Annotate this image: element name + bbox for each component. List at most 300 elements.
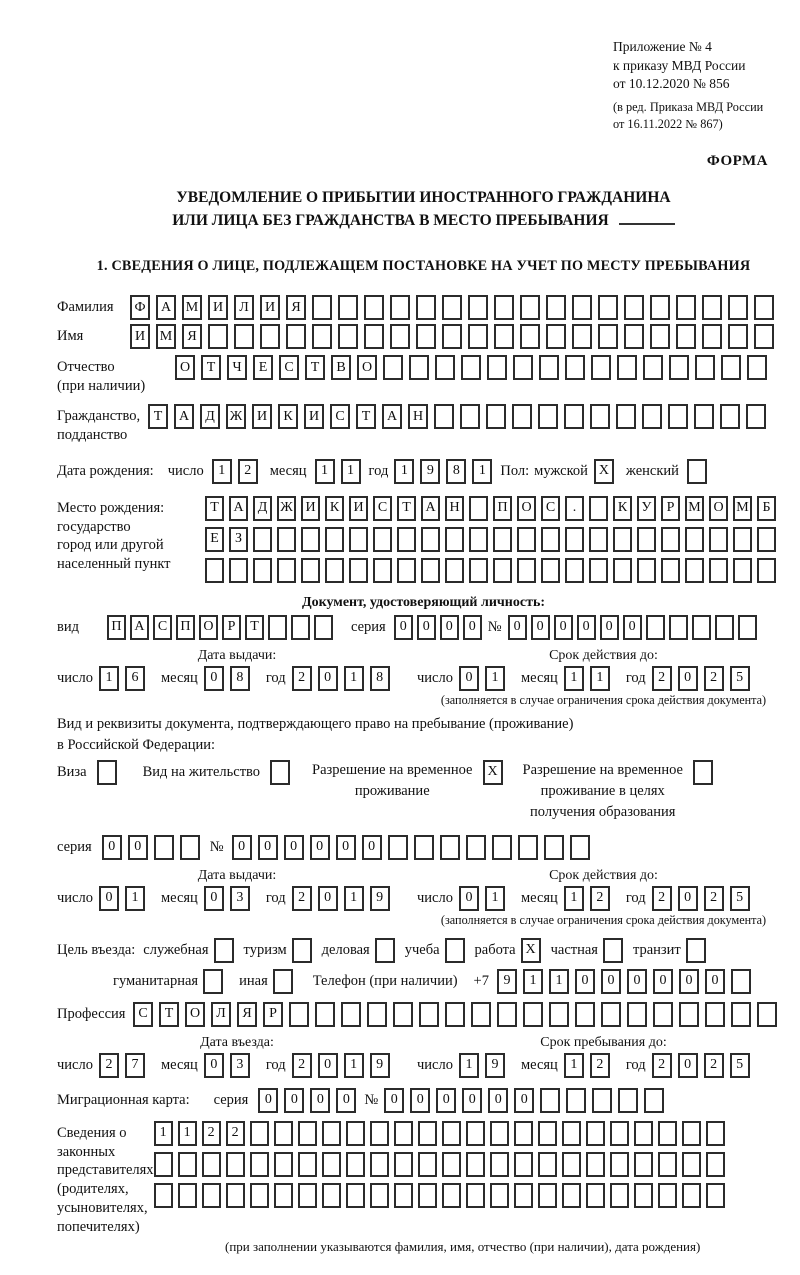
char-cell[interactable] (514, 1152, 533, 1177)
char-cell[interactable] (229, 558, 248, 583)
char-cell[interactable]: Н (445, 496, 464, 521)
char-cell[interactable]: 6 (125, 666, 145, 691)
char-cell[interactable]: 0 (204, 1053, 224, 1078)
char-cell[interactable]: П (107, 615, 126, 640)
char-cell[interactable]: Д (200, 404, 220, 429)
char-cell[interactable]: И (304, 404, 324, 429)
char-cell[interactable]: 0 (394, 615, 413, 640)
char-cell[interactable] (523, 1002, 543, 1027)
char-cell[interactable] (367, 1002, 387, 1027)
char-cell[interactable] (349, 527, 368, 552)
char-cell[interactable] (442, 295, 462, 320)
char-cell[interactable] (695, 355, 715, 380)
char-cell[interactable]: 3 (230, 1053, 250, 1078)
char-cell[interactable] (603, 938, 623, 963)
char-cell[interactable]: Б (757, 496, 776, 521)
char-cell[interactable] (709, 558, 728, 583)
char-cell[interactable]: 0 (258, 1088, 278, 1113)
char-cell[interactable] (544, 835, 564, 860)
char-cell[interactable]: 2 (292, 666, 312, 691)
char-cell[interactable]: 2 (238, 459, 258, 484)
char-cell[interactable] (277, 558, 296, 583)
char-cell[interactable] (706, 1152, 725, 1177)
char-cell[interactable] (274, 1183, 293, 1208)
char-cell[interactable] (390, 324, 410, 349)
char-cell[interactable] (273, 969, 293, 994)
char-cell[interactable] (418, 1152, 437, 1177)
char-cell[interactable] (418, 1121, 437, 1146)
char-cell[interactable] (394, 1121, 413, 1146)
char-cell[interactable] (435, 355, 455, 380)
char-cell[interactable] (586, 1152, 605, 1177)
char-cell[interactable] (590, 404, 610, 429)
char-cell[interactable]: 2 (292, 1053, 312, 1078)
char-cell[interactable] (540, 1088, 560, 1113)
char-cell[interactable]: 0 (440, 615, 459, 640)
char-cell[interactable] (409, 355, 429, 380)
char-cell[interactable] (442, 1183, 461, 1208)
char-cell[interactable]: 0 (679, 969, 699, 994)
char-cell[interactable]: 0 (284, 835, 304, 860)
char-cell[interactable]: 0 (318, 666, 338, 691)
char-cell[interactable] (492, 835, 512, 860)
char-cell[interactable] (178, 1152, 197, 1177)
char-cell[interactable] (338, 295, 358, 320)
char-cell[interactable]: 1 (590, 666, 610, 691)
char-cell[interactable]: П (493, 496, 512, 521)
char-cell[interactable] (274, 1152, 293, 1177)
char-cell[interactable]: 0 (204, 886, 224, 911)
char-cell[interactable] (291, 615, 310, 640)
char-cell[interactable]: 0 (554, 615, 573, 640)
char-cell[interactable]: 1 (344, 886, 364, 911)
char-cell[interactable] (592, 1088, 612, 1113)
char-cell[interactable] (154, 1183, 173, 1208)
char-cell[interactable] (709, 527, 728, 552)
char-cell[interactable] (97, 760, 117, 785)
char-cell[interactable] (490, 1152, 509, 1177)
char-cell[interactable] (298, 1121, 317, 1146)
char-cell[interactable] (754, 295, 774, 320)
char-cell[interactable] (349, 558, 368, 583)
char-cell[interactable]: Т (159, 1002, 179, 1027)
char-cell[interactable] (416, 324, 436, 349)
char-cell[interactable]: 1 (99, 666, 119, 691)
char-cell[interactable] (466, 1121, 485, 1146)
char-cell[interactable] (685, 558, 704, 583)
char-cell[interactable]: 0 (318, 886, 338, 911)
char-cell[interactable]: 2 (590, 886, 610, 911)
char-cell[interactable] (486, 404, 506, 429)
char-cell[interactable] (370, 1152, 389, 1177)
char-cell[interactable] (338, 324, 358, 349)
char-cell[interactable]: 0 (384, 1088, 404, 1113)
char-cell[interactable] (466, 835, 486, 860)
char-cell[interactable]: 3 (230, 886, 250, 911)
char-cell[interactable]: М (685, 496, 704, 521)
char-cell[interactable] (268, 615, 287, 640)
char-cell[interactable]: У (637, 496, 656, 521)
char-cell[interactable]: 5 (730, 1053, 750, 1078)
char-cell[interactable] (497, 1002, 517, 1027)
char-cell[interactable]: 2 (652, 1053, 672, 1078)
char-cell[interactable] (589, 527, 608, 552)
char-cell[interactable] (738, 615, 757, 640)
char-cell[interactable]: Т (148, 404, 168, 429)
char-cell[interactable] (341, 1002, 361, 1027)
char-cell[interactable]: 1 (344, 666, 364, 691)
char-cell[interactable]: 0 (318, 1053, 338, 1078)
char-cell[interactable]: О (357, 355, 377, 380)
char-cell[interactable]: . (565, 496, 584, 521)
char-cell[interactable] (539, 355, 559, 380)
char-cell[interactable]: 0 (336, 835, 356, 860)
char-cell[interactable] (469, 558, 488, 583)
char-cell[interactable]: М (182, 295, 202, 320)
char-cell[interactable] (549, 1002, 569, 1027)
char-cell[interactable]: 1 (564, 886, 584, 911)
char-cell[interactable] (634, 1152, 653, 1177)
char-cell[interactable] (642, 404, 662, 429)
char-cell[interactable]: 0 (310, 1088, 330, 1113)
char-cell[interactable] (260, 324, 280, 349)
char-cell[interactable]: 2 (704, 1053, 724, 1078)
char-cell[interactable] (419, 1002, 439, 1027)
char-cell[interactable] (471, 1002, 491, 1027)
char-cell[interactable]: 0 (678, 886, 698, 911)
char-cell[interactable] (728, 324, 748, 349)
char-cell[interactable]: 0 (514, 1088, 534, 1113)
char-cell[interactable]: 1 (154, 1121, 173, 1146)
char-cell[interactable] (644, 1088, 664, 1113)
char-cell[interactable]: 9 (420, 459, 440, 484)
char-cell[interactable]: Т (245, 615, 264, 640)
char-cell[interactable]: 8 (370, 666, 390, 691)
char-cell[interactable] (546, 324, 566, 349)
char-cell[interactable] (286, 324, 306, 349)
char-cell[interactable] (442, 324, 462, 349)
char-cell[interactable]: Ч (227, 355, 247, 380)
char-cell[interactable] (562, 1183, 581, 1208)
char-cell[interactable] (514, 1183, 533, 1208)
char-cell[interactable] (373, 558, 392, 583)
char-cell[interactable]: 0 (99, 886, 119, 911)
char-cell[interactable]: X (483, 760, 503, 785)
char-cell[interactable] (682, 1121, 701, 1146)
char-cell[interactable] (591, 355, 611, 380)
char-cell[interactable] (312, 324, 332, 349)
char-cell[interactable] (202, 1152, 221, 1177)
char-cell[interactable]: С (153, 615, 172, 640)
char-cell[interactable]: А (229, 496, 248, 521)
char-cell[interactable] (757, 1002, 777, 1027)
char-cell[interactable]: С (279, 355, 299, 380)
char-cell[interactable] (208, 324, 228, 349)
char-cell[interactable]: К (325, 496, 344, 521)
char-cell[interactable] (214, 938, 234, 963)
char-cell[interactable] (564, 404, 584, 429)
char-cell[interactable] (469, 496, 488, 521)
char-cell[interactable] (388, 835, 408, 860)
char-cell[interactable]: 0 (459, 886, 479, 911)
char-cell[interactable] (421, 558, 440, 583)
char-cell[interactable] (679, 1002, 699, 1027)
char-cell[interactable] (205, 558, 224, 583)
char-cell[interactable]: 9 (370, 886, 390, 911)
char-cell[interactable] (250, 1183, 269, 1208)
char-cell[interactable] (616, 404, 636, 429)
char-cell[interactable] (687, 459, 707, 484)
char-cell[interactable] (253, 527, 272, 552)
char-cell[interactable]: И (260, 295, 280, 320)
char-cell[interactable] (566, 1088, 586, 1113)
char-cell[interactable]: 2 (202, 1121, 221, 1146)
char-cell[interactable] (565, 527, 584, 552)
char-cell[interactable]: А (382, 404, 402, 429)
char-cell[interactable] (669, 355, 689, 380)
char-cell[interactable]: 0 (531, 615, 550, 640)
char-cell[interactable] (653, 1002, 673, 1027)
char-cell[interactable]: 0 (575, 969, 595, 994)
char-cell[interactable]: X (521, 938, 541, 963)
char-cell[interactable] (325, 527, 344, 552)
char-cell[interactable] (468, 295, 488, 320)
char-cell[interactable] (180, 835, 200, 860)
char-cell[interactable] (754, 324, 774, 349)
char-cell[interactable]: А (156, 295, 176, 320)
char-cell[interactable] (731, 1002, 751, 1027)
char-cell[interactable]: 0 (459, 666, 479, 691)
char-cell[interactable] (610, 1183, 629, 1208)
char-cell[interactable]: Ж (277, 496, 296, 521)
char-cell[interactable] (434, 404, 454, 429)
char-cell[interactable] (469, 527, 488, 552)
char-cell[interactable] (661, 527, 680, 552)
char-cell[interactable] (274, 1121, 293, 1146)
char-cell[interactable] (298, 1183, 317, 1208)
char-cell[interactable] (676, 295, 696, 320)
char-cell[interactable]: 1 (472, 459, 492, 484)
char-cell[interactable]: 0 (336, 1088, 356, 1113)
char-cell[interactable] (747, 355, 767, 380)
char-cell[interactable] (702, 324, 722, 349)
char-cell[interactable]: 9 (497, 969, 517, 994)
char-cell[interactable] (572, 295, 592, 320)
char-cell[interactable] (682, 1152, 701, 1177)
char-cell[interactable]: 1 (485, 666, 505, 691)
char-cell[interactable] (538, 1121, 557, 1146)
char-cell[interactable] (586, 1121, 605, 1146)
char-cell[interactable] (315, 1002, 335, 1027)
char-cell[interactable] (541, 527, 560, 552)
char-cell[interactable]: 2 (704, 666, 724, 691)
char-cell[interactable]: 1 (341, 459, 361, 484)
char-cell[interactable]: Ф (130, 295, 150, 320)
char-cell[interactable]: И (301, 496, 320, 521)
char-cell[interactable]: Л (234, 295, 254, 320)
char-cell[interactable] (494, 324, 514, 349)
char-cell[interactable]: Т (397, 496, 416, 521)
char-cell[interactable] (733, 558, 752, 583)
char-cell[interactable] (570, 835, 590, 860)
char-cell[interactable] (686, 938, 706, 963)
char-cell[interactable] (226, 1152, 245, 1177)
char-cell[interactable]: И (130, 324, 150, 349)
char-cell[interactable] (490, 1121, 509, 1146)
char-cell[interactable]: Л (211, 1002, 231, 1027)
char-cell[interactable]: 0 (601, 969, 621, 994)
char-cell[interactable] (705, 1002, 725, 1027)
char-cell[interactable]: 1 (459, 1053, 479, 1078)
char-cell[interactable]: О (199, 615, 218, 640)
char-cell[interactable]: О (185, 1002, 205, 1027)
char-cell[interactable] (685, 527, 704, 552)
char-cell[interactable] (618, 1088, 638, 1113)
char-cell[interactable]: 8 (446, 459, 466, 484)
char-cell[interactable]: 1 (523, 969, 543, 994)
char-cell[interactable] (634, 1121, 653, 1146)
char-cell[interactable] (661, 558, 680, 583)
char-cell[interactable] (658, 1183, 677, 1208)
char-cell[interactable]: 0 (258, 835, 278, 860)
char-cell[interactable] (676, 324, 696, 349)
char-cell[interactable] (624, 324, 644, 349)
char-cell[interactable]: 0 (623, 615, 642, 640)
char-cell[interactable] (512, 404, 532, 429)
char-cell[interactable] (202, 1183, 221, 1208)
char-cell[interactable]: К (278, 404, 298, 429)
char-cell[interactable]: 1 (125, 886, 145, 911)
char-cell[interactable] (298, 1152, 317, 1177)
char-cell[interactable] (253, 558, 272, 583)
char-cell[interactable] (250, 1121, 269, 1146)
char-cell[interactable] (154, 1152, 173, 1177)
char-cell[interactable] (370, 1183, 389, 1208)
char-cell[interactable]: А (130, 615, 149, 640)
char-cell[interactable]: Д (253, 496, 272, 521)
char-cell[interactable] (364, 295, 384, 320)
char-cell[interactable]: 1 (564, 1053, 584, 1078)
char-cell[interactable]: 0 (284, 1088, 304, 1113)
char-cell[interactable] (346, 1183, 365, 1208)
char-cell[interactable] (650, 324, 670, 349)
char-cell[interactable] (682, 1183, 701, 1208)
char-cell[interactable] (658, 1121, 677, 1146)
char-cell[interactable] (546, 295, 566, 320)
char-cell[interactable] (613, 527, 632, 552)
char-cell[interactable] (565, 558, 584, 583)
char-cell[interactable] (721, 355, 741, 380)
char-cell[interactable]: З (229, 527, 248, 552)
char-cell[interactable] (466, 1183, 485, 1208)
char-cell[interactable] (517, 558, 536, 583)
char-cell[interactable] (414, 835, 434, 860)
char-cell[interactable] (634, 1183, 653, 1208)
char-cell[interactable] (394, 1152, 413, 1177)
char-cell[interactable] (538, 1152, 557, 1177)
char-cell[interactable]: 9 (485, 1053, 505, 1078)
char-cell[interactable] (325, 558, 344, 583)
char-cell[interactable] (669, 615, 688, 640)
char-cell[interactable]: О (517, 496, 536, 521)
char-cell[interactable] (493, 527, 512, 552)
char-cell[interactable] (598, 295, 618, 320)
char-cell[interactable] (514, 1121, 533, 1146)
char-cell[interactable] (322, 1183, 341, 1208)
char-cell[interactable]: 0 (678, 1053, 698, 1078)
char-cell[interactable] (322, 1152, 341, 1177)
char-cell[interactable] (733, 527, 752, 552)
char-cell[interactable]: 0 (508, 615, 527, 640)
char-cell[interactable] (397, 558, 416, 583)
char-cell[interactable]: Т (201, 355, 221, 380)
char-cell[interactable]: 0 (653, 969, 673, 994)
char-cell[interactable] (627, 1002, 647, 1027)
char-cell[interactable]: 0 (436, 1088, 456, 1113)
char-cell[interactable] (445, 1002, 465, 1027)
char-cell[interactable] (692, 615, 711, 640)
char-cell[interactable] (421, 527, 440, 552)
char-cell[interactable] (720, 404, 740, 429)
char-cell[interactable]: С (541, 496, 560, 521)
char-cell[interactable]: М (733, 496, 752, 521)
char-cell[interactable]: 0 (488, 1088, 508, 1113)
char-cell[interactable] (601, 1002, 621, 1027)
char-cell[interactable] (468, 324, 488, 349)
char-cell[interactable] (370, 1121, 389, 1146)
char-cell[interactable]: 1 (178, 1121, 197, 1146)
char-cell[interactable]: И (252, 404, 272, 429)
char-cell[interactable]: 2 (292, 886, 312, 911)
char-cell[interactable] (445, 558, 464, 583)
char-cell[interactable]: 0 (462, 1088, 482, 1113)
char-cell[interactable]: Т (305, 355, 325, 380)
char-cell[interactable] (390, 295, 410, 320)
char-cell[interactable]: Н (408, 404, 428, 429)
char-cell[interactable]: Р (661, 496, 680, 521)
char-cell[interactable] (440, 835, 460, 860)
char-cell[interactable] (154, 835, 174, 860)
char-cell[interactable]: 2 (226, 1121, 245, 1146)
char-cell[interactable] (610, 1121, 629, 1146)
char-cell[interactable]: 0 (102, 835, 122, 860)
char-cell[interactable]: 1 (394, 459, 414, 484)
char-cell[interactable]: 0 (410, 1088, 430, 1113)
char-cell[interactable]: Е (253, 355, 273, 380)
char-cell[interactable] (226, 1183, 245, 1208)
char-cell[interactable] (541, 558, 560, 583)
char-cell[interactable] (518, 835, 538, 860)
char-cell[interactable] (731, 969, 751, 994)
char-cell[interactable] (322, 1121, 341, 1146)
char-cell[interactable] (728, 295, 748, 320)
char-cell[interactable] (364, 324, 384, 349)
char-cell[interactable]: 0 (232, 835, 252, 860)
char-cell[interactable]: 7 (125, 1053, 145, 1078)
char-cell[interactable] (461, 355, 481, 380)
char-cell[interactable]: 9 (370, 1053, 390, 1078)
char-cell[interactable]: И (208, 295, 228, 320)
char-cell[interactable] (375, 938, 395, 963)
char-cell[interactable]: В (331, 355, 351, 380)
char-cell[interactable] (572, 324, 592, 349)
char-cell[interactable]: 8 (230, 666, 250, 691)
char-cell[interactable] (270, 760, 290, 785)
char-cell[interactable] (706, 1183, 725, 1208)
char-cell[interactable]: Р (222, 615, 241, 640)
char-cell[interactable]: Ж (226, 404, 246, 429)
char-cell[interactable]: 2 (99, 1053, 119, 1078)
